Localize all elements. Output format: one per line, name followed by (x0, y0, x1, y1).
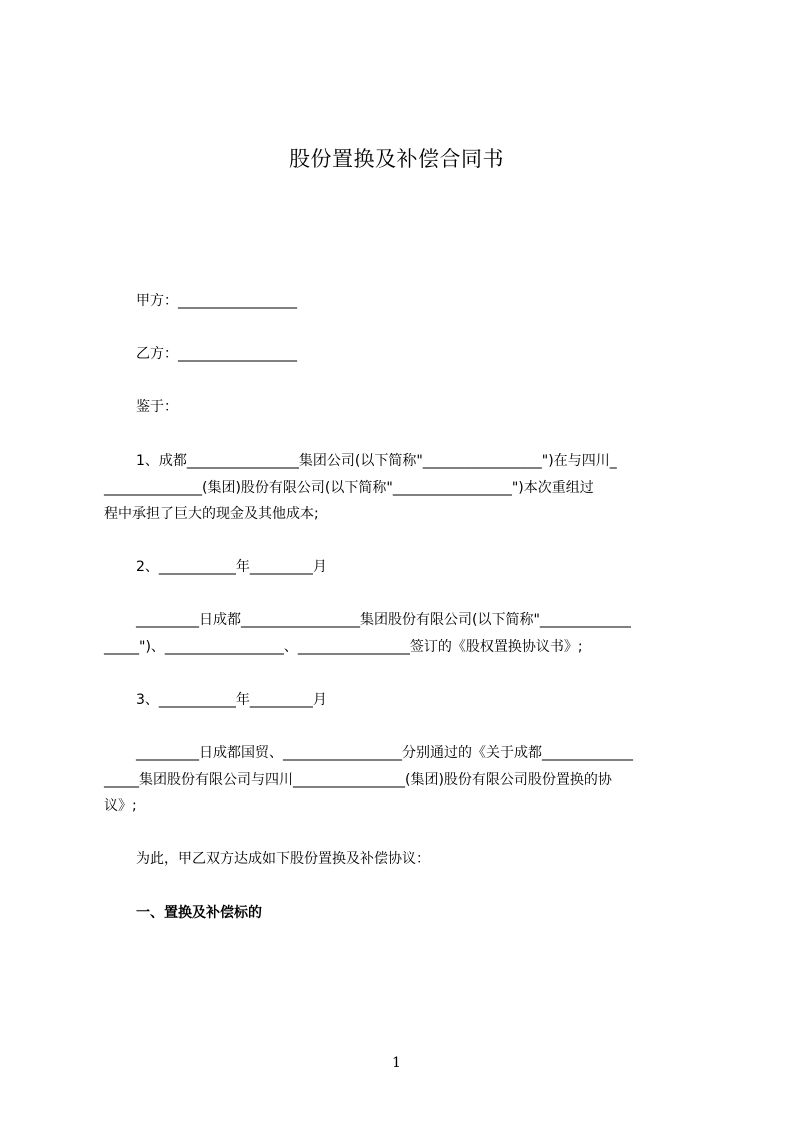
clause-1-line-3: 程中承担了巨大的现金及其他成本; (104, 506, 319, 522)
clause-3-line-3: 议》; (104, 798, 137, 814)
section-1-heading: 一、置换及补偿标的 (136, 905, 262, 921)
clause-2-line-1: _________日成都_________________集团股份有限公司(以下简称"_____________ (136, 612, 631, 628)
clause-2-date-line: 2、___________年_________月 (136, 559, 327, 575)
party-b-line: 乙方：_________________ (136, 346, 297, 362)
clause-1-line-1: 1、成都________________集团公司(以下简称"_________________")在与四川_ (136, 453, 617, 469)
clause-3-line-1: _________日成都国贸、_________________分别通过的《关于成都_____________ (136, 745, 633, 761)
agreement-intro: 为此，甲乙双方达成如下股份置换及补偿协议： (136, 851, 430, 867)
whereas-heading: 鉴于： (136, 399, 178, 415)
clause-3-line-2: _____集团股份有限公司与四川________________(集团)股份有限公司股份置换的协 (104, 772, 612, 788)
page-number: 1 (392, 1055, 401, 1071)
document-title: 股份置换及补偿合同书 (289, 147, 504, 171)
clause-3-date-line: 3、___________年_________月 (136, 692, 327, 708)
party-a-line: 甲方：_________________ (136, 293, 297, 309)
clause-2-line-2: _____")、_________________、________________签订的《股权置换协议书》; (104, 639, 583, 655)
clause-1-line-2: ______________(集团)股份有限公司(以下简称"_________________")本次重组过 (104, 480, 594, 496)
